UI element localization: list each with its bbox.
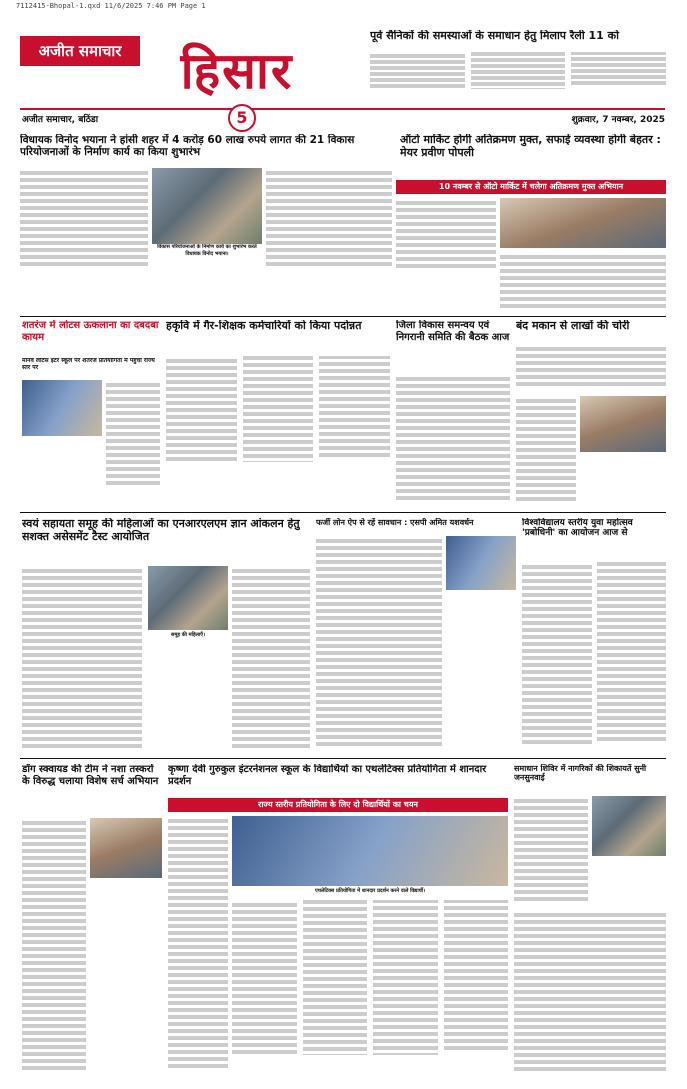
youth-festival-body	[522, 562, 666, 752]
dateline: शुक्रवार, 7 नवम्बर, 2025	[571, 115, 665, 125]
headline-shg: स्वयं सहायता समूह की महिलाओं का एनआरएलएम ज्ञान आंकलन हेतु सशक्त असेसमेंट टैस्ट आयोजित	[22, 518, 300, 543]
auto-market-body-2	[500, 252, 666, 312]
theft-body	[516, 344, 666, 392]
headline-dog-squad: डॉग स्क्वायड की टीम ने नशा तस्करों के विरुद्ध चलाया विशेष सर्च अभियान	[22, 764, 159, 787]
masthead-title: हिसार	[180, 42, 294, 100]
headline-chess-sub: मानव लोटस इंटर स्कूल पर शतरंज प्रतियोगिता में पहुंचा राज्य स्तर पर	[22, 358, 155, 371]
krishna-banner: राज्य स्तरीय प्रतियोगिता के लिए दो विद्यार्थियों का चयन	[168, 798, 508, 812]
krishna-caption: एथलेटिक्स प्रतियोगिता में शानदार प्रदर्शन करने वाले विद्यार्थी।	[232, 886, 508, 896]
divider-2	[20, 512, 666, 513]
auto-market-photo	[500, 198, 666, 248]
headline-krishna: कृष्णा देवी गुरुकुल इंटरनेशनल स्कूल के विद्यार्थियों का एथलेटिक्स प्रतियोगिता में शानदार प्रदर्शन	[168, 764, 487, 787]
headline-theft: बंद मकान से लाखों की चोरी	[516, 320, 630, 332]
shg-body-2	[232, 566, 310, 752]
page-number: 5	[228, 104, 256, 132]
krishna-body-right	[232, 900, 508, 1078]
headline-faculty: हकृवि में गैर-शिक्षक कर्मचारियों को किया पदोन्नत	[166, 320, 362, 332]
headline-youth-festival: विश्वविद्यालय स्तरीय युवा महोत्सव 'प्रबोधिनी' का आयोजन आज से	[522, 518, 633, 539]
krishna-photo	[232, 816, 508, 886]
faculty-body	[166, 356, 390, 506]
projects-photo	[152, 168, 262, 244]
divider-1	[20, 316, 666, 317]
headline-auto-market: ऑटो मार्किट होगी अतिक्रमण मुक्त, सफाई व्यवस्था होगी बेहतर : मेयर प्रवीण पोपली	[400, 134, 661, 159]
projects-body-right	[266, 168, 392, 268]
divider-3	[20, 758, 666, 759]
projects-caption: विकास परियोजनाओं के निर्माण कार्य का शुभारंभ करते विधायक विनोद भयाना।	[152, 244, 262, 258]
camp-photo	[592, 796, 666, 856]
chess-photo	[22, 380, 102, 436]
theft-body-2	[516, 396, 576, 506]
projects-body-left	[20, 168, 148, 268]
masthead-rule	[20, 108, 665, 110]
dog-squad-photo	[90, 818, 162, 878]
headline-camp: समाधान शिविर में नागरिकों की शिकायतें सुनी जनसुनवाई	[514, 764, 647, 783]
auto-market-body	[396, 198, 496, 270]
rally-body	[370, 52, 666, 106]
krishna-body-left	[168, 816, 228, 1078]
headline-rally: पूर्व सैनिकों की समस्याओं के समाधान हेतु मिलाप रैली 11 को	[370, 30, 619, 42]
headline-district-meeting: जिला विकास समन्वय एवं निगरानी समिति की बैठक आज	[396, 320, 510, 343]
fake-loan-photo	[446, 536, 516, 590]
camp-body	[514, 796, 588, 906]
auto-market-banner: 10 नवम्बर से ऑटो मार्किट में चलेगा अतिक्रमण मुक्त अभियान	[396, 180, 666, 194]
shg-body	[22, 566, 142, 752]
chess-body	[106, 380, 160, 490]
fake-loan-body	[316, 536, 442, 752]
dog-squad-body	[22, 818, 86, 1078]
theft-photo	[580, 396, 666, 452]
shg-caption: समूह की महिलाएँ।	[148, 630, 228, 640]
edition-line: अजीत समाचार, बठिंडा	[22, 115, 99, 125]
headline-chess: शतरंज में लोटस ऊकलाना का दबदबा कायम	[22, 320, 159, 343]
camp-body-2	[514, 910, 666, 1078]
shg-photo	[148, 566, 228, 630]
headline-projects: विधायक विनोद भयाना ने हांसी शहर में 4 करोड़ 60 लाख रुपये लागत की 21 विकास परियोजनाओं के निर्माण कार्य का किया शुभारंभ	[20, 134, 355, 159]
print-slug: 7112415-Bhopal-1.qxd 11/6/2025 7:46 PM Page 1	[16, 2, 206, 10]
brand-logo: अजीत समाचार	[20, 36, 140, 66]
district-meeting-body	[396, 374, 510, 504]
headline-fake-loan: फर्जी लोन ऐप से रहें सावधान : एसपी अमित यशवर्धन	[316, 518, 474, 527]
